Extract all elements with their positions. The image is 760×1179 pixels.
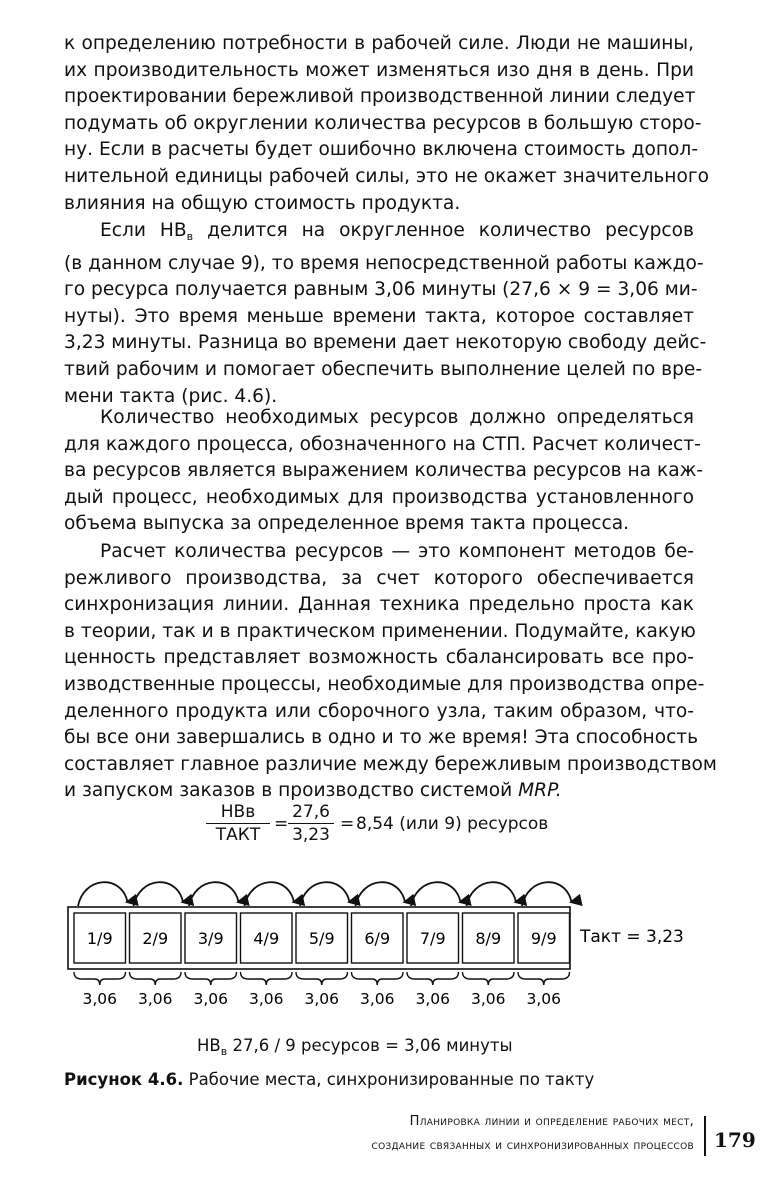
paragraph-4-line: режливого производства, за счет которого обеспечивается: [64, 567, 694, 589]
page-number: 179: [714, 1128, 756, 1152]
paragraph-4-last-line-text: и запуском заказов в производство системой: [64, 780, 519, 802]
paragraph-1-line: нительной единицы рабочей силы, это не окажет значительного: [64, 165, 709, 187]
flow-arrow: [300, 882, 350, 906]
paragraph-1-line: их производительность может изменяться изо дня в день. При: [64, 59, 694, 81]
fraction-numerator-value: 27,6: [288, 802, 334, 824]
figure-caption-label: Рисунок 4.6.: [64, 1070, 184, 1089]
cycle-time-label: 3,06: [248, 990, 284, 1008]
workstation-label: 1/9: [86, 929, 113, 948]
paragraph-4-line: в теории, так и в практическом применении. Подумайте, какую: [64, 620, 696, 642]
cycle-time-label: 3,06: [415, 990, 451, 1008]
flow-arrow: [189, 882, 239, 906]
time-brace: [463, 972, 515, 985]
flow-arrow: [245, 882, 295, 906]
paragraph-3-line: Количество необходимых ресурсов должно определяться: [100, 407, 694, 428]
paragraph-3-line: для каждого процесса, обозначенного на СТП. Расчет количест-: [64, 433, 701, 455]
fraction-denominator-value: 3,23: [292, 825, 330, 845]
hv-subscript: в: [186, 230, 194, 243]
paragraph-2-line-1: [64, 218, 694, 251]
paragraph-2-line: 3,23 минуты. Разница во времени дает некоторую свободу дейс-: [64, 332, 707, 354]
paragraph-4-line: бы все они завершались в одно и то же время! Эта способность: [64, 727, 699, 749]
paragraph-2: [64, 218, 707, 410]
cycle-time-label: 3,06: [193, 990, 229, 1008]
time-brace: [352, 972, 404, 985]
cycle-time-label: 3,06: [82, 990, 118, 1008]
paragraph-3-line: дый процесс, необходимых для производства установленного: [64, 486, 694, 508]
flow-arrow: [134, 882, 184, 906]
workstation-label: 4/9: [253, 929, 280, 948]
paragraph-1-line: к определению потребности в рабочей силе. Люди не машины,: [64, 33, 694, 54]
fraction-values: [288, 802, 334, 845]
cycle-time-label: 3,06: [137, 990, 173, 1008]
equals-sign-2: =: [340, 814, 355, 834]
workstation-label: 2/9: [142, 929, 169, 948]
figure-note-text: 27,6 / 9 ресурсов = 3,06 минуты: [227, 1036, 513, 1055]
time-brace: [407, 972, 459, 985]
paragraph-1-line: ну. Если в расчеты будет ошибочно включена стоимость допол-: [64, 139, 699, 161]
figure-caption-text: Рабочие места, синхронизированные по такту: [183, 1070, 595, 1089]
flow-arrow: [78, 882, 128, 906]
paragraph-4-line: деленного продукта или сборочного узла, таким образом, что-: [64, 700, 694, 722]
figure-note-subscript: в: [220, 1045, 228, 1058]
flow-arrow: [522, 882, 572, 906]
figure-caption: [64, 1070, 594, 1089]
paragraph-4-line: Расчет количества ресурсов — это компонент методов бе-: [100, 541, 694, 562]
fraction-hv-takt: [206, 802, 270, 845]
paragraph-2-line: мени такта (рис. 4.6).: [64, 385, 278, 407]
paragraph-4: [64, 539, 717, 805]
workstation-label: 9/9: [530, 929, 557, 948]
paragraph-2-line: твий рабочим и помогает обеспечить выполнение целей по вре-: [64, 358, 703, 380]
workstation-label: 7/9: [419, 929, 446, 948]
time-brace: [518, 972, 570, 985]
cycle-time-label: 3,06: [526, 990, 562, 1008]
mrp-term: MRP.: [518, 780, 562, 802]
paragraph-2-line-1-rest: делится на округленное количество ресурсов: [193, 220, 694, 241]
fraction-denominator-takt: ТАКТ: [215, 825, 261, 845]
paragraph-2-line: го ресурса получается равным 3,06 минуты (27,6 × 9 = 3,06 ми-: [64, 279, 698, 301]
time-brace: [185, 972, 237, 985]
workstation-label: 3/9: [197, 929, 224, 948]
workstation-label: 5/9: [308, 929, 335, 948]
resource-formula: [200, 800, 620, 860]
takt-label: Такт = 3,23: [580, 927, 684, 947]
paragraph-3-line: объема выпуска за определенное время такта процесса.: [64, 513, 630, 535]
paragraph-1-line: подумать об округлении количества ресурсов в большую сторо-: [64, 112, 702, 134]
cycle-time-label: 3,06: [304, 990, 340, 1008]
paragraph-4-line: ценность представляет возможность сбалансировать все про-: [64, 647, 694, 669]
figure-note-hv: НВ: [197, 1036, 221, 1055]
formula-result: 8,54 (или 9) ресурсов: [356, 814, 549, 834]
footer-divider: [704, 1116, 706, 1156]
paragraph-2-line: нуты). Это время меньше времени такта, которое составляет: [64, 305, 694, 327]
paragraph-3-line: ва ресурсов является выражением количества ресурсов на каж-: [64, 460, 704, 482]
cycle-time-label: 3,06: [470, 990, 506, 1008]
flow-arrow: [356, 882, 406, 906]
cycle-time-label: 3,06: [359, 990, 395, 1008]
paragraph-4-line: изводственные процессы, необходимые для производства опре-: [64, 673, 705, 695]
paragraph-2-line: (в данном случае 9), то время непосредственной работы каждо-: [64, 252, 704, 274]
flow-arrow: [467, 882, 517, 906]
running-footer-line-1: Планировка линии и определение рабочих мест,: [409, 1114, 694, 1129]
running-footer: [174, 1110, 694, 1158]
time-brace: [241, 972, 293, 985]
paragraph-1-line: влияния на общую стоимость продукта.: [64, 192, 461, 214]
paragraph-1-line: проектировании бережливой производственной линии следует: [64, 86, 696, 108]
paragraph-3: [64, 405, 704, 538]
paragraph-1: [64, 31, 709, 217]
workstation-label: 6/9: [364, 929, 391, 948]
flow-arrow: [411, 882, 461, 906]
equals-sign-1: =: [274, 814, 289, 834]
workstation-label: 8/9: [475, 929, 502, 948]
time-brace: [130, 972, 182, 985]
running-footer-line-2: создание связанных и синхронизированных процессов: [371, 1138, 694, 1153]
paragraph-4-line: составляет главное различие между бережливым производством: [64, 753, 717, 775]
time-brace: [296, 972, 348, 985]
fraction-numerator-hv: НВв: [206, 802, 270, 824]
paragraph-4-line: синхронизация линии. Данная техника предельно проста как: [64, 594, 694, 616]
time-brace: [74, 972, 126, 985]
hv-label: Если НВ: [100, 220, 187, 241]
figure-note: [197, 1036, 512, 1058]
workstations-diagram: [0, 862, 760, 1022]
